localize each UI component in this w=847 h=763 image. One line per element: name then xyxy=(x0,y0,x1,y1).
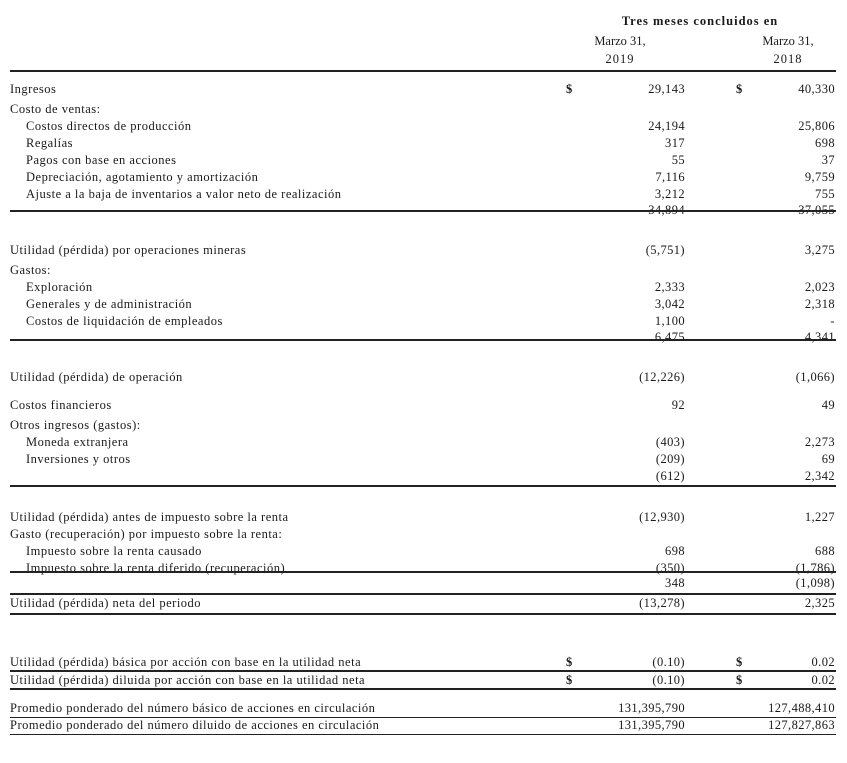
table-row xyxy=(10,280,835,297)
value-2019: 6,475 xyxy=(654,330,685,344)
value-2018: 49 xyxy=(821,398,835,412)
row-label: Moneda extranjera xyxy=(26,435,129,449)
value-2018: (1,098) xyxy=(795,576,835,590)
currency-symbol: $ xyxy=(736,655,743,669)
row-label: Gastos: xyxy=(10,263,51,277)
value-2018: 688 xyxy=(815,544,835,558)
value-2018: 3,275 xyxy=(804,243,835,257)
value-2019: 317 xyxy=(665,136,685,150)
value-2018: 127,827,863 xyxy=(768,718,835,732)
value-2019: 3,042 xyxy=(654,297,685,311)
value-2019: (612) xyxy=(655,469,685,483)
value-2019: (403) xyxy=(655,435,685,449)
rule-neta-top xyxy=(10,593,836,595)
value-2019: (12,226) xyxy=(639,370,685,384)
value-2019: 131,395,790 xyxy=(618,718,685,732)
value-2019: 698 xyxy=(665,544,685,558)
rule-gastos xyxy=(10,339,836,341)
row-label: Inversiones y otros xyxy=(26,452,131,466)
row-label: Utilidad (pérdida) por operaciones mineras xyxy=(10,243,247,257)
row-label: Impuesto sobre la renta causado xyxy=(26,544,202,558)
table-row xyxy=(10,153,835,170)
col2-year: 2018 xyxy=(773,52,803,66)
table-row xyxy=(10,370,835,387)
row-label: Costo de ventas: xyxy=(10,102,101,116)
table-row xyxy=(10,510,835,527)
value-2018: 2,023 xyxy=(804,280,835,294)
value-2019: 1,100 xyxy=(654,314,685,328)
value-2019: 131,395,790 xyxy=(618,701,685,715)
value-2018: 0.02 xyxy=(811,673,835,687)
row-label: Utilidad (pérdida) diluida por acción con base en la utilidad neta xyxy=(10,673,366,687)
table-row xyxy=(10,243,835,260)
row-label: Exploración xyxy=(26,280,93,294)
value-2019: 92 xyxy=(671,398,685,412)
value-2018: 37 xyxy=(821,153,835,167)
value-2018: 69 xyxy=(821,452,835,466)
currency-symbol: $ xyxy=(566,673,573,687)
value-2018: - xyxy=(830,314,835,328)
value-2018: (1,786) xyxy=(795,561,835,575)
value-2018: 2,342 xyxy=(804,469,835,483)
rule-neta-bottom xyxy=(10,613,836,615)
value-2019: (209) xyxy=(655,452,685,466)
col2-date: Marzo 31, xyxy=(762,34,814,48)
row-label: Utilidad (pérdida) neta del periodo xyxy=(10,596,202,610)
value-2018: 37,055 xyxy=(798,203,835,217)
table-row xyxy=(10,418,835,435)
table-row xyxy=(10,119,835,136)
table-row xyxy=(10,136,835,153)
value-2019: 3,212 xyxy=(654,187,685,201)
rule-promedio-diluido xyxy=(10,734,836,735)
value-2018: (1,066) xyxy=(795,370,835,384)
rule-costo-ventas xyxy=(10,210,836,212)
rule-basica xyxy=(10,670,836,672)
row-label: Costos financieros xyxy=(10,398,112,412)
row-label: Promedio ponderado del número diluido de acciones en circulación xyxy=(10,718,380,732)
value-2019: 29,143 xyxy=(648,82,685,96)
value-2018: 0.02 xyxy=(811,655,835,669)
table-row xyxy=(10,398,835,415)
currency-symbol: $ xyxy=(566,655,573,669)
row-label: Depreciación, agotamiento y amortización xyxy=(26,170,259,184)
table-row xyxy=(10,701,835,718)
col1-date: Marzo 31, xyxy=(594,34,646,48)
row-label: Impuesto sobre la renta diferido (recuperación) xyxy=(26,561,286,575)
value-2019: 55 xyxy=(671,153,685,167)
row-label: Ingresos xyxy=(10,82,57,96)
value-2018: 698 xyxy=(815,136,835,150)
table-row xyxy=(10,263,835,280)
value-2018: 755 xyxy=(815,187,835,201)
table-row xyxy=(10,435,835,452)
rule-diluida xyxy=(10,688,836,690)
currency-symbol: $ xyxy=(736,673,743,687)
value-2018: 4,341 xyxy=(804,330,835,344)
table-row xyxy=(10,314,835,331)
value-2018: 127,488,410 xyxy=(768,701,835,715)
table-row xyxy=(10,718,835,735)
value-2018: 2,325 xyxy=(804,596,835,610)
value-2019: 2,333 xyxy=(654,280,685,294)
value-2019: (0.10) xyxy=(652,673,685,687)
row-label: Costos de liquidación de empleados xyxy=(26,314,223,328)
value-2019: (13,278) xyxy=(639,596,685,610)
row-label: Utilidad (pérdida) de operación xyxy=(10,370,183,384)
rule-impuesto xyxy=(10,571,836,573)
table-row xyxy=(10,297,835,314)
value-2019: 7,116 xyxy=(655,170,685,184)
period-title: Tres meses concluidos en xyxy=(621,14,779,28)
table-row xyxy=(10,170,835,187)
rule-promedio-basico xyxy=(10,717,836,718)
row-label: Regalías xyxy=(26,136,74,150)
value-2018: 2,273 xyxy=(804,435,835,449)
value-2018: 40,330 xyxy=(798,82,835,96)
value-2018: 9,759 xyxy=(804,170,835,184)
row-label: Utilidad (pérdida) básica por acción con base en la utilidad neta xyxy=(10,655,362,669)
table-row xyxy=(10,187,835,204)
col1-year: 2019 xyxy=(605,52,635,66)
table-row xyxy=(10,82,835,99)
table-row xyxy=(10,576,835,593)
value-2018: 1,227 xyxy=(804,510,835,524)
table-row xyxy=(10,452,835,469)
value-2019: 348 xyxy=(665,576,685,590)
row-label: Ajuste a la baja de inventarios a valor neto de realización xyxy=(26,187,342,201)
value-2019: 24,194 xyxy=(648,119,685,133)
value-2019: (350) xyxy=(655,561,685,575)
value-2019: 34,894 xyxy=(648,203,685,217)
rule-otros xyxy=(10,485,836,487)
header-rule xyxy=(10,70,836,72)
row-label: Pagos con base en acciones xyxy=(26,153,177,167)
row-label: Costos directos de producción xyxy=(26,119,192,133)
table-row xyxy=(10,102,835,119)
table-row xyxy=(10,596,835,613)
currency-symbol: $ xyxy=(736,82,743,96)
row-label: Generales y de administración xyxy=(26,297,193,311)
row-label: Gasto (recuperación) por impuesto sobre la renta: xyxy=(10,527,283,541)
row-label: Otros ingresos (gastos): xyxy=(10,418,141,432)
table-row xyxy=(10,544,835,561)
table-row xyxy=(10,469,835,486)
row-label: Utilidad (pérdida) antes de impuesto sobre la renta xyxy=(10,510,289,524)
value-2019: (12,930) xyxy=(639,510,685,524)
table-row xyxy=(10,527,835,544)
value-2018: 25,806 xyxy=(798,119,835,133)
value-2019: (5,751) xyxy=(645,243,685,257)
value-2019: (0.10) xyxy=(652,655,685,669)
value-2018: 2,318 xyxy=(804,297,835,311)
row-label: Promedio ponderado del número básico de acciones en circulación xyxy=(10,701,376,715)
currency-symbol: $ xyxy=(566,82,573,96)
